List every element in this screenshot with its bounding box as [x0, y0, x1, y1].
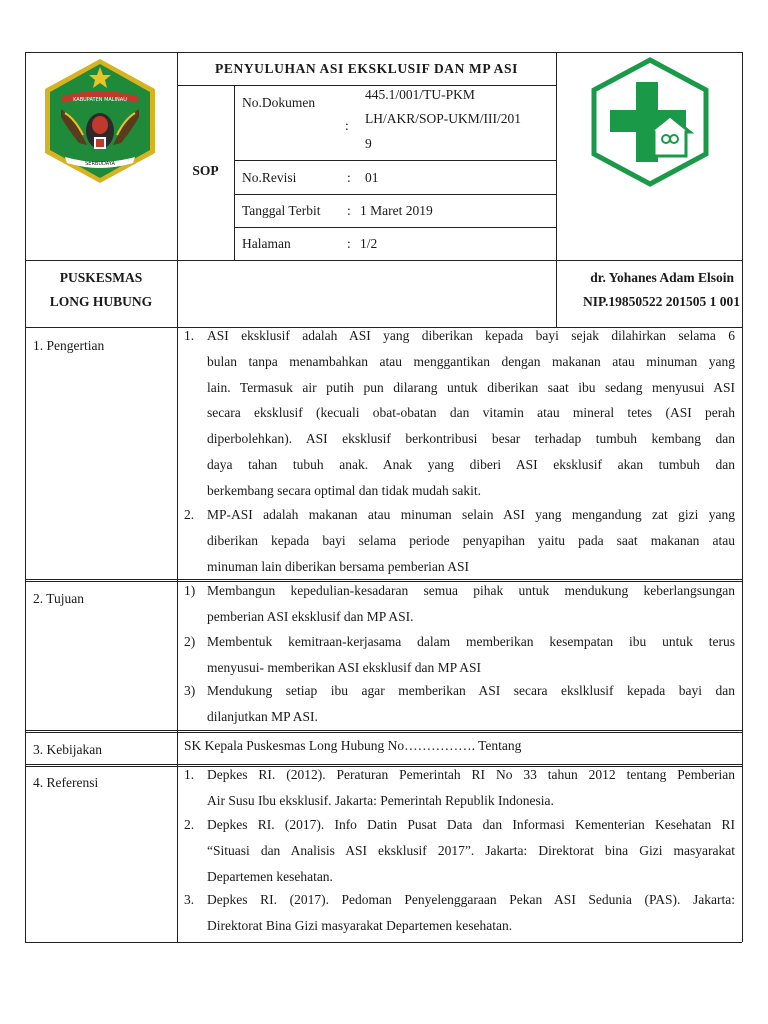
referensi-item-2-line: “Situasi dan Analisis ASI eksklusif 2017”. Jakarta: Direktorat bina Gizi masyarakat	[207, 842, 735, 858]
referensi-item-2-line: Departemen kesehatan.	[207, 868, 333, 884]
section-pengertian-label: 1. Pengertian	[33, 338, 105, 353]
pengertian-item-1-line: secara eksklusif (kecuali obat-obatan dan vitamin atau mineral tetes (ASI perah	[207, 405, 735, 421]
tujuan-item-3-line: Mendukung setiap ibu agar memberikan ASI secara ekslklusif kepada bayi dan	[207, 683, 735, 698]
kebijakan-text: SK Kepala Puskesmas Long Hubung No……………. Tentang	[184, 738, 522, 753]
pengertian-item-1-line: ASI eksklusif adalah ASI yang diberikan kepada bayi sejak dilahirkan selama 6	[207, 328, 735, 343]
section-kebijakan-label: 3. Kebijakan	[33, 742, 102, 757]
pengertian-item-2-line: diberikan kepada bayi selama periode penyapihan yaitu pada saat makanan atau	[207, 532, 735, 548]
pengertian-item-2-line: MP-ASI adalah makanan atau minuman selain ASI yang mengandung zat gizi yang	[207, 507, 735, 522]
emblem-motto-text: SERBUDAYA	[85, 161, 115, 167]
org-name-line-1: PUSKESMAS	[59, 270, 143, 285]
pengertian-item-2-number: 2.	[184, 507, 195, 522]
referensi-item-3	[207, 887, 735, 939]
sop-label: SOP	[192, 163, 219, 178]
field-halaman-value: 1/2	[360, 236, 378, 251]
pengertian-item-1	[207, 323, 735, 504]
tujuan-item-1-number: 1)	[184, 583, 196, 598]
field-no-dokumen-sep: :	[345, 118, 349, 133]
tujuan-item-3-number: 3)	[184, 683, 196, 698]
field-no-revisi-label: No.Revisi	[242, 170, 297, 185]
referensi-item-1-number: 1.	[184, 767, 195, 782]
pengertian-item-1-number: 1.	[184, 328, 195, 343]
signer-nip: NIP.19850522 201505 1 001	[582, 294, 740, 309]
pengertian-item-1-line: lain. Termasuk air putih pun dilarang untuk diberikan saat ibu sedang menyusui ASI	[207, 379, 735, 395]
field-no-dokumen-label: No.Dokumen	[242, 95, 316, 110]
tujuan-item-3	[207, 678, 735, 730]
field-no-dokumen-value-2: LH/AKR/SOP-UKM/III/201	[365, 111, 522, 126]
section-referensi-label: 4. Referensi	[33, 775, 99, 790]
signer-name: dr. Yohanes Adam Elsoin	[590, 270, 734, 285]
referensi-item-1-line: Depkes RI. (2012). Peraturan Pemerintah RI No 33 tahun 2012 tentang Pemberian	[207, 767, 735, 782]
pengertian-item-2	[207, 502, 735, 579]
field-no-revisi-value: 01	[365, 170, 379, 185]
referensi-item-2-line: Depkes RI. (2017). Info Datin Pusat Data dan Informasi Kementerian Kesehatan RI	[207, 817, 735, 832]
referensi-item-3-line: Depkes RI. (2017). Pedoman Penyelenggaraan Pekan ASI Sedunia (PAS). Jakarta:	[207, 892, 735, 907]
section-tujuan-label: 2. Tujuan	[33, 591, 85, 606]
pengertian-item-1-line: diperbolehkan). ASI eksklusif berkontribusi besar terhadap tumbuh kembang dan	[207, 431, 735, 447]
field-tanggal-terbit-label: Tanggal Terbit	[242, 203, 321, 218]
referensi-item-1	[207, 762, 735, 814]
referensi-item-1-line: Air Susu Ibu eksklusif. Jakarta: Pemerintah Republik Indonesia.	[207, 792, 554, 808]
tujuan-item-1	[207, 578, 735, 630]
field-no-revisi-sep: :	[347, 170, 351, 185]
tujuan-item-2-line: Membentuk kemitraan-kerjasama dalam memberikan kesempatan ibu untuk terus	[207, 634, 735, 649]
field-no-dokumen-value-1: 445.1/001/TU-PKM	[365, 87, 475, 102]
org-name-line-2: LONG HUBUNG	[49, 294, 153, 309]
puskesmas-logo	[588, 52, 712, 190]
tujuan-item-2	[207, 629, 735, 681]
referensi-item-2	[207, 812, 735, 889]
pengertian-item-1-line: daya tahan tubuh anak. Anak yang diberi ASI eksklusif akan tumbuh dan	[207, 456, 735, 472]
tujuan-item-3-line: dilanjutkan MP ASI.	[207, 708, 318, 724]
pengertian-item-1-line: berkembang secara optimal dan tidak mudah sakit.	[207, 482, 482, 498]
emblem-ribbon-text: KABUPATEN MALINAU	[73, 97, 127, 103]
document-title: PENYULUHAN ASI EKSKLUSIF DAN MP ASI	[215, 61, 518, 76]
referensi-item-2-number: 2.	[184, 817, 195, 832]
tujuan-item-2-number: 2)	[184, 634, 196, 649]
field-no-dokumen-value-3: 9	[365, 136, 372, 151]
field-tanggal-terbit-value: 1 Maret 2019	[360, 203, 433, 218]
tujuan-item-2-line: menyusui- memberikan ASI eksklusif dan MP ASI	[207, 659, 481, 675]
field-halaman-label: Halaman	[242, 236, 291, 251]
tujuan-item-1-line: pemberian ASI eksklusif dan MP ASI.	[207, 608, 414, 624]
pengertian-item-1-line: bulan tanpa menambahkan atau menggantikan dengan makanan atau minuman yang	[207, 353, 735, 369]
referensi-item-3-number: 3.	[184, 892, 195, 907]
field-tanggal-terbit-sep: :	[347, 203, 351, 218]
tujuan-item-1-line: Membangun kepedulian-kesadaran semua pihak untuk mendukung keberlangsungan	[207, 583, 735, 598]
kabupaten-emblem-logo	[41, 57, 159, 185]
referensi-item-3-line: Direktorat Bina Gizi masyarakat Departemen kesehatan.	[207, 917, 513, 933]
pengertian-item-2-line: minuman lain diberikan bersama pemberian ASI	[207, 558, 470, 574]
field-halaman-sep: :	[347, 236, 351, 251]
